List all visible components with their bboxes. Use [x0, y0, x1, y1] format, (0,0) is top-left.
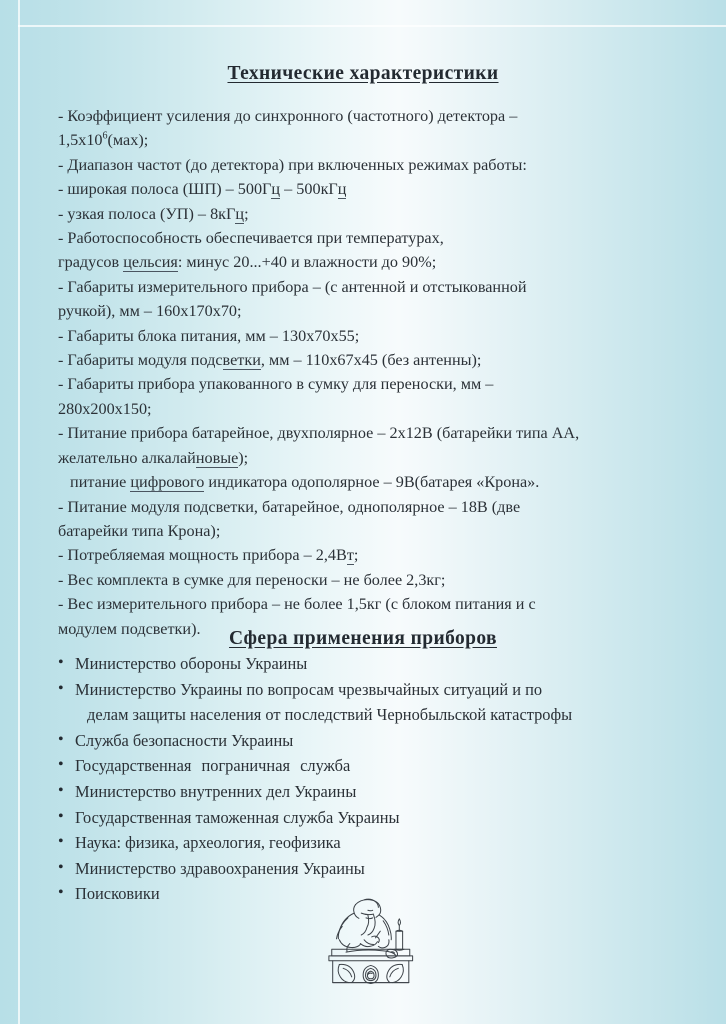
- scope-item-label: Государственная пограничная служба: [75, 756, 351, 776]
- spec-wide-band-text: - широкая полоса (ШП) – 500Г: [58, 180, 272, 199]
- scope-item-label: Служба безопасности Украины: [75, 730, 294, 750]
- spec-device-weight-line2: модулем подсветки).: [58, 619, 201, 638]
- spec-wide-band-spellmark-2: ц: [337, 180, 347, 199]
- list-item: [58, 651, 678, 677]
- list-item: [58, 856, 678, 882]
- list-item: [58, 728, 678, 754]
- spec-backlight-suffix: , мм – 110x67x45 (без антенны);: [260, 351, 482, 370]
- spec-gain-exponent: 6: [102, 131, 108, 143]
- spec-power-consumption-prefix: - Потребляемая мощность прибора – 2,4В: [58, 546, 347, 565]
- list-item: [58, 753, 678, 779]
- scope-item-label: Министерство обороны Украины: [75, 654, 308, 673]
- spec-device-dimensions-line2: ручкой), мм – 160x170x70;: [58, 302, 242, 321]
- decorative-horizontal-rule: [18, 25, 726, 27]
- spec-backlight-spellmark: ветки: [222, 351, 261, 370]
- spec-device-power-prefix: желательно алкалай: [58, 448, 196, 467]
- spec-wide-band: [58, 177, 668, 201]
- scope-item-label: Министерство здравоохранения Украины: [75, 858, 365, 878]
- spec-power-consumption-suffix: ;: [353, 546, 359, 565]
- spec-bag-dimensions-line2: 280x200x150;: [58, 399, 152, 418]
- scope-item-label: Министерство внутренних дел Украины: [75, 781, 357, 801]
- spec-wide-band-tail: – 500кГ: [280, 180, 338, 199]
- spec-narrow-band-tail: ;: [244, 204, 249, 223]
- spec-narrow-band-spellmark: ц: [235, 204, 245, 223]
- scope-item-label: Наука: физика, археология, геофизика: [75, 833, 341, 853]
- spec-bag-dimensions-line1: - Габариты прибора упакованного в сумку для переноски, мм –: [58, 375, 494, 394]
- scope-item-label-continued: делам защиты населения от последствий Чернобыльской катастрофы: [87, 705, 573, 725]
- spec-gain-line2: [58, 128, 668, 152]
- technical-specs-list: [58, 104, 668, 641]
- spec-indicator-power-suffix: индикатора одополярное – 9В(батарея «Крона».: [204, 473, 540, 492]
- scope-item-label: Государственная таможенная служба Украины: [75, 807, 400, 827]
- scribe-at-desk-illustration: [318, 896, 414, 984]
- spec-gain-label: - Коэффициент усиления до синхронного (частотного) детектора –: [58, 107, 518, 125]
- list-item: [58, 830, 678, 856]
- spec-power-consumption: [58, 543, 668, 567]
- list-item: [58, 805, 678, 831]
- spec-temp-suffix: : минус 20...+40 и влажности до 90%;: [177, 253, 437, 272]
- decorative-vertical-rule: [18, 0, 20, 1024]
- spec-temperature-line1: - Работоспособность обеспечивается при температурах,: [58, 229, 444, 248]
- spec-temp-spellmark: цельсия: [123, 253, 178, 272]
- spec-backlight-prefix: - Габариты модуля подс: [58, 351, 223, 370]
- spec-gain-base: 1,5x10: [58, 131, 103, 150]
- spec-kit-weight: - Вес комплекта в сумке для переноски – не более 2,3кг;: [58, 570, 446, 589]
- spec-gain-tail: (мах);: [107, 131, 149, 150]
- spec-device-power-spellmark: новые: [195, 448, 239, 467]
- spec-device-dimensions-line1: - Габариты измерительного прибора – (с антенной и отстыкованной: [58, 277, 527, 296]
- spec-backlight-power-line1: - Питание модуля подсветки, батарейное, однополярное – 18В (две: [58, 497, 521, 516]
- scope-item-label: Министерство Украины по вопросам чрезвычайных ситуаций и по: [75, 679, 543, 699]
- spec-narrow-band-text: - узкая полоса (УП) – 8кГ: [58, 204, 236, 223]
- heading-technical-characteristics: Технические характеристики: [227, 63, 499, 84]
- spec-device-weight-line1: - Вес измерительного прибора – не более 1,5кг (с блоком питания и с: [58, 595, 536, 614]
- spec-wide-band-spellmark-1: ц: [271, 180, 281, 199]
- spec-device-power-line2: [58, 446, 668, 470]
- spec-indicator-power: [58, 470, 668, 494]
- spec-temperature-line2: [58, 250, 668, 274]
- spec-device-power-suffix: );: [238, 448, 249, 467]
- spec-device-power-line1: - Питание прибора батарейное, двухполярное – 2x12В (батарейки типа АА,: [58, 424, 580, 443]
- list-item: [58, 779, 678, 805]
- spec-psu-dimensions: - Габариты блока питания, мм – 130x70x55;: [58, 326, 360, 345]
- heading-scope-of-application: Сфера применения приборов: [229, 628, 497, 649]
- scope-of-application-list: [58, 651, 678, 907]
- spec-backlight-power-line2: батарейки типа Крона);: [58, 521, 221, 540]
- spec-backlight-dimensions: [58, 348, 668, 372]
- spec-temp-prefix: градусов: [58, 253, 124, 272]
- spec-power-consumption-spellmark: т: [346, 546, 354, 565]
- scope-item-label: Поисковики: [75, 884, 160, 904]
- spec-gain-line1: [58, 104, 668, 128]
- spec-indicator-power-spellmark: цифрового: [130, 473, 205, 492]
- spec-indicator-power-prefix: питание: [66, 473, 131, 492]
- spec-narrow-band: [58, 202, 668, 226]
- list-item: [58, 677, 678, 728]
- spec-frequency-range: - Диапазон частот (до детектора) при включенных режимах работы:: [58, 155, 527, 174]
